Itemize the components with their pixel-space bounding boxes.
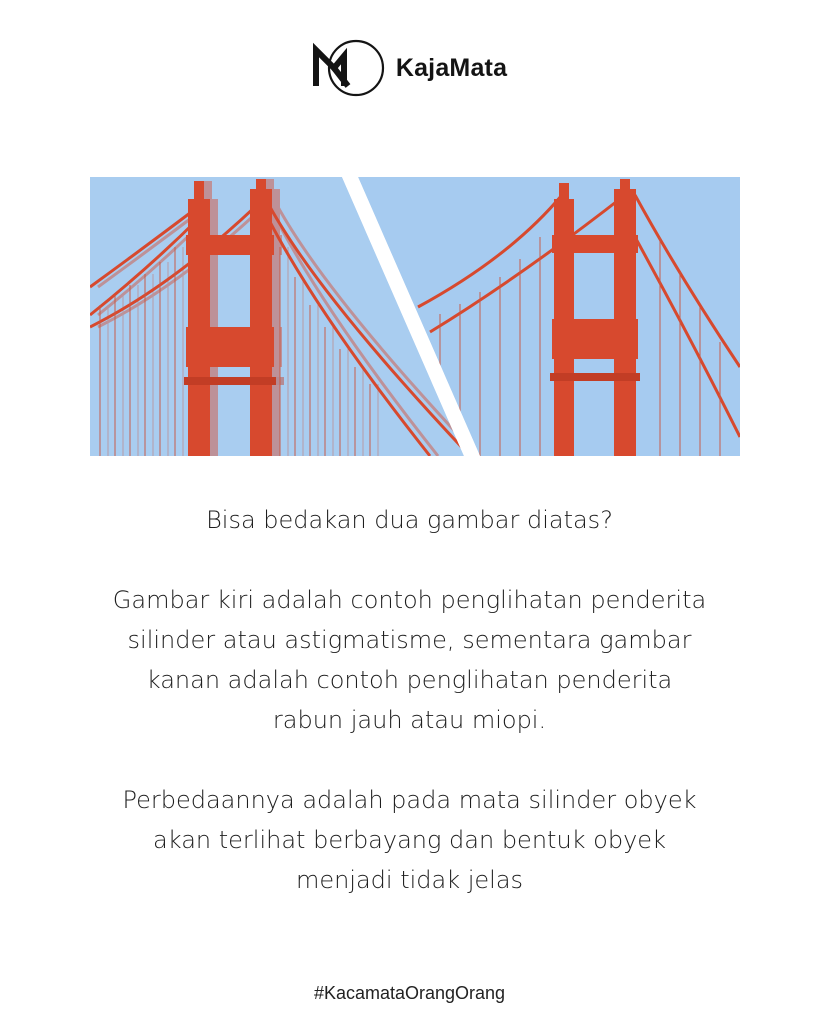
paragraph-difference: Perbedaannya adalah pada mata silinder obyek akan terlihat berbayang dan bentuk obyek menjadi tidak jelas bbox=[122, 786, 697, 894]
brand-name: KajaMata bbox=[395, 53, 508, 82]
explanation-text bbox=[60, 500, 759, 900]
question-text: Bisa bedakan dua gambar diatas? bbox=[206, 506, 613, 534]
brand-header bbox=[0, 38, 819, 98]
km-monogram-circle-icon bbox=[312, 38, 386, 98]
hashtag-footer: #KacamataOrangOrang bbox=[313, 983, 506, 1003]
paragraph-astigmatism: Gambar kiri adalah contoh penglihatan penderita silinder atau astigmatisme, sementara gambar kanan adalah contoh penglihatan penderita rabun jauh atau miopi. bbox=[112, 586, 707, 734]
bridge-comparison-image bbox=[90, 177, 740, 456]
